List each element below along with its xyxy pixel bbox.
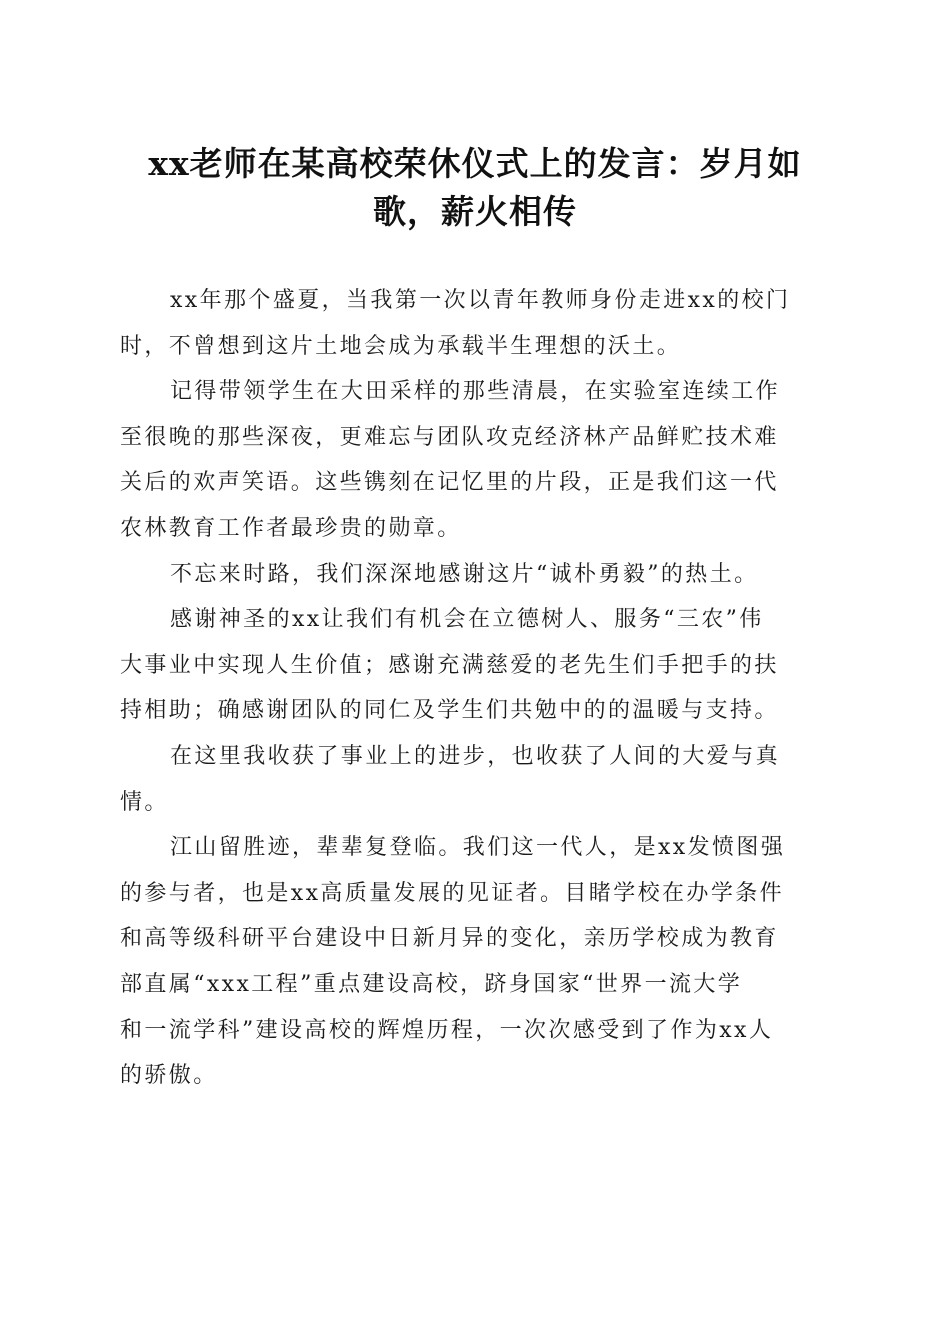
paragraph-line: 记得带领学生在大田采样的那些清晨，在实验室连续工作 — [170, 379, 781, 405]
paragraph-line: 的骄傲。 — [120, 1063, 218, 1089]
paragraph-line: 持相助；确感谢团队的同仁及学生们共勉中的的温暖与支持。 — [120, 698, 779, 724]
paragraph-line: 部直属“xxx工程”重点建设高校，跻身国家“世界一流大学 — [120, 971, 743, 997]
paragraph-5 — [120, 734, 825, 825]
paragraph-4 — [120, 597, 825, 734]
paragraph-line: xx年那个盛夏，当我第一次以青年教师身份走进xx的校门 — [170, 288, 791, 313]
paragraph-2 — [120, 369, 825, 551]
paragraph-line: 大事业中实现人生价值；感谢充满慈爱的老先生们手把手的扶 — [120, 652, 779, 678]
paragraph-line: 江山留胜迹，辈辈复登临。我们这一代人，是xx发愤图强 — [170, 835, 786, 861]
title-line-2: 歌，薪火相传 — [373, 192, 577, 231]
paragraph-line: 情。 — [120, 789, 169, 815]
paragraph-line: 在这里我收获了事业上的进步，也收获了人间的大爱与真 — [170, 743, 781, 769]
paragraph-line: 感谢神圣的xx让我们有机会在立德树人、服务“三农”伟 — [170, 607, 764, 633]
paragraph-line: 和高等级科研平台建设中日新月异的变化，亲历学校成为教育 — [120, 926, 779, 952]
paragraph-line: 时，不曾想到这片土地会成为承载半生理想的沃土。 — [120, 333, 682, 359]
paragraph-line: 和一流学科”建设高校的辉煌历程，一次次感受到了作为xx人 — [120, 1017, 774, 1043]
paragraph-3 — [120, 552, 825, 598]
paragraph-line: 至很晚的那些深夜，更难忘与团队攻克经济林产品鲜贮技术难 — [120, 424, 779, 450]
paragraph-6 — [120, 825, 825, 1099]
paragraph-line: 关后的欢声笑语。这些镌刻在记忆里的片段，正是我们这一代 — [120, 470, 779, 496]
paragraph-line: 的参与者，也是xx高质量发展的见证者。目睹学校在办学条件 — [120, 880, 785, 906]
paragraph-line: 农林教育工作者最珍贵的勋章。 — [120, 515, 462, 541]
document-title — [100, 140, 850, 236]
paragraph-1 — [120, 278, 825, 369]
paragraph-line: 不忘来时路，我们深深地感谢这片“诚朴勇毅”的热土。 — [170, 561, 759, 587]
title-line-1: xx老师在某高校荣休仪式上的发言：岁月如 — [148, 144, 802, 183]
document-body — [120, 278, 825, 1099]
